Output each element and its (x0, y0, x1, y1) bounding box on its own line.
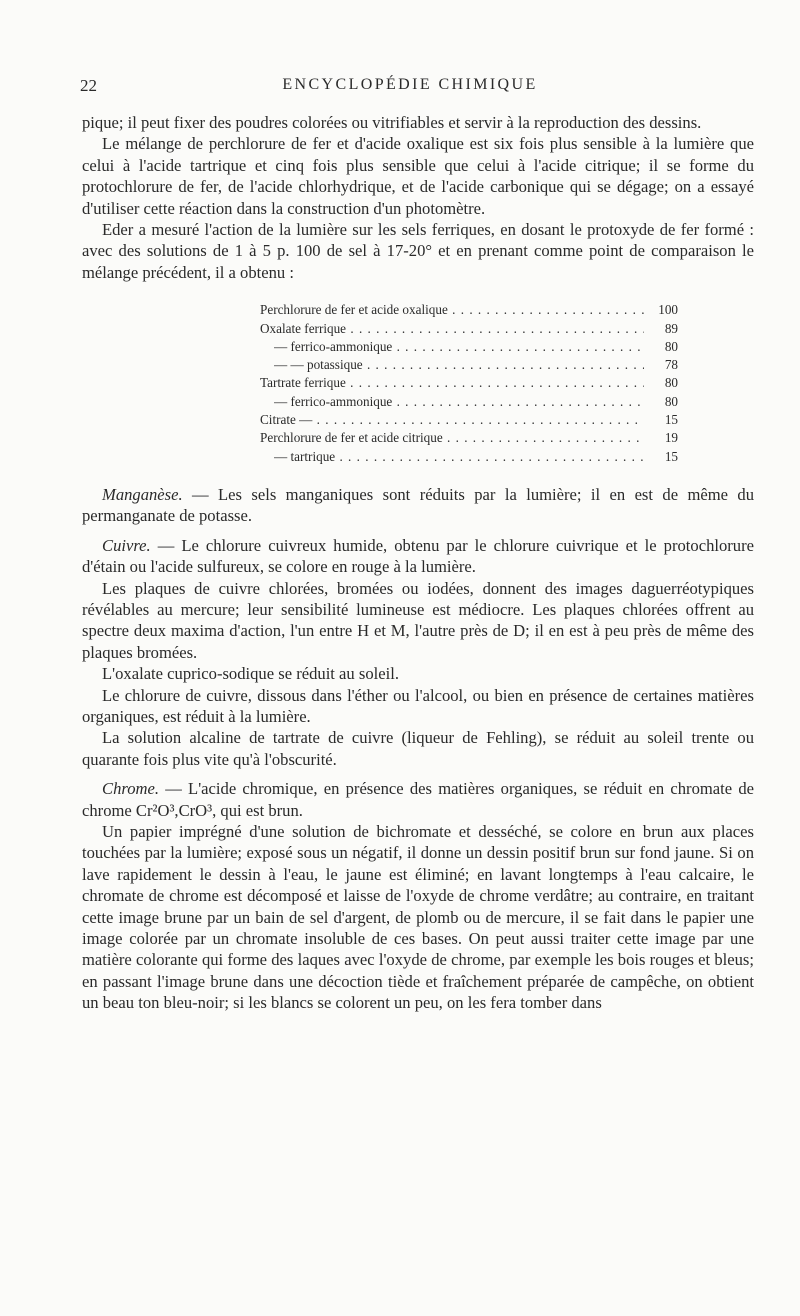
table-row (260, 320, 678, 338)
page-body (82, 112, 754, 1014)
table-row-label: Citrate — . . . (260, 411, 644, 429)
table-row-label: Oxalate ferrique . . . (260, 320, 644, 338)
paragraph: Le mélange de perchlorure de fer et d'acide oxalique est six fois plus sensible à la lumière que celui à l'acide tartrique et cinq fois plus sensible que celui à l'acide citrique; il se forme du protochlorure de fer, de l'acide chlorhydrique, et de l'acide carbonique qui se dégage; on a essayé d'utiliser cette réaction dans la construction d'un photomètre. (82, 134, 754, 218)
running-title: ENCYCLOPÉDIE CHIMIQUE (282, 76, 538, 93)
paragraph: Un papier imprégné d'une solution de bichromate et desséché, se colore en brun aux places touchées par la lumière; exposé sous un négatif, il donne un dessin positif brun sur fond jaune. Si on lave rapidement le dessin à l'eau, le jaune est éliminé; en lavant longtemps à l'eau calcaire, le chromate de chrome est décomposé et laisse de l'oxyde de chrome verdâtre; au contraire, en traitant cette image brune par un bain de sel d'argent, de plomb ou de mercure, il se fait dans le papier une image colorée par un chromate insoluble de ces bases. On peut aussi traiter cette image par une matière colorante qui forme des laques avec l'oxyde de chrome, par exemple les bois rouges et bleus; en passant l'image brune dans une décoction tiède et fraîchement préparée de campêche, on obtient un beau ton bleu-noir; si les blancs se colorent un peu, on les fera tomber dans (82, 822, 754, 1013)
paragraph: Eder a mesuré l'action de la lumière sur les sels ferriques, en dosant le protoxyde de fer formé : avec des solutions de 1 à 5 p. 100 de sel à 17-20° et en prenant comme point de comparaison le mélange précédent, il a obtenu : (82, 220, 754, 282)
table-row-value: 80 (664, 338, 678, 354)
table-row (260, 448, 678, 466)
table-row (260, 411, 678, 429)
page-header (80, 76, 740, 100)
table-row-value: 80 (664, 375, 678, 391)
table-row-value: 100 (658, 302, 678, 318)
table-row-label: — ferrico-ammonique . . . (274, 338, 644, 356)
paragraph-text: — L'acide chromique, en présence des matières organiques, se réduit en chromate de chrome Cr²O³,CrO³, qui est brun. (82, 779, 754, 820)
table-row (260, 393, 678, 411)
table-row-label: Tartrate ferrique . . . (260, 374, 644, 392)
table-row-label: Perchlorure de fer et acide citrique . . . (260, 429, 644, 447)
table-row-label: Perchlorure de fer et acide oxalique . . . (260, 301, 644, 319)
table-row (260, 338, 678, 356)
table-row-label: — tartrique . . . (274, 448, 644, 466)
paragraph: Le chlorure de cuivre, dissous dans l'éther ou l'alcool, ou bien en présence de certaines matières organiques, est réduit à la lumière. (82, 685, 754, 726)
table-row (260, 374, 678, 392)
table-row-value: 89 (664, 320, 678, 336)
paragraph: La solution alcaline de tartrate de cuivre (liqueur de Fehling), se réduit au soleil trente ou quarante fois plus vite qu'à l'obscurité. (82, 728, 754, 769)
paragraph-text: — Le chlorure cuivreux humide, obtenu par le chlorure cuivrique et le protochlorure d'étain ou l'acide sulfureux, se colore en rouge à la lumière. (82, 535, 754, 577)
table-row-value: 15 (664, 448, 678, 464)
paragraph-manganese (82, 484, 754, 527)
table-row-value: 19 (664, 430, 678, 446)
paragraph: Les plaques de cuivre chlorées, bromées ou iodées, donnent des images daguerréotypiques révélables au mercure; leur sensibilité lumineuse est médiocre. Les plaques chlorées offrent au spectre deux maxima d'action, l'un entre H et M, l'autre près de D; il en est à peu près de même des plaques bromées. (82, 578, 754, 662)
section-heading: Chrome. (102, 779, 160, 799)
table-row-value: 15 (664, 412, 678, 428)
paragraph-text: — Les sels manganiques sont réduits par la lumière; il en est de même du permanganate de potasse. (82, 484, 754, 526)
paragraph: L'oxalate cuprico-sodique se réduit au soleil. (102, 664, 399, 684)
table-row-value: 80 (664, 393, 678, 409)
page-number: 22 (80, 76, 97, 95)
section-heading: Manganèse. (102, 484, 183, 504)
paragraph-cuivre (82, 535, 754, 578)
sensitivity-table (260, 301, 678, 466)
table-row-value: 78 (664, 357, 678, 373)
table-row (260, 301, 678, 319)
table-row-label: — ferrico-ammonique . . . (274, 393, 644, 411)
table-row (260, 356, 678, 374)
paragraph: pique; il peut fixer des poudres colorées ou vitrifiables et servir à la reproduction des dessins. (82, 113, 702, 132)
paragraph-chrome (82, 778, 754, 821)
table-row-label: — — potassique . . . (274, 356, 644, 374)
section-heading: Cuivre. (102, 535, 151, 555)
table-row (260, 429, 678, 447)
